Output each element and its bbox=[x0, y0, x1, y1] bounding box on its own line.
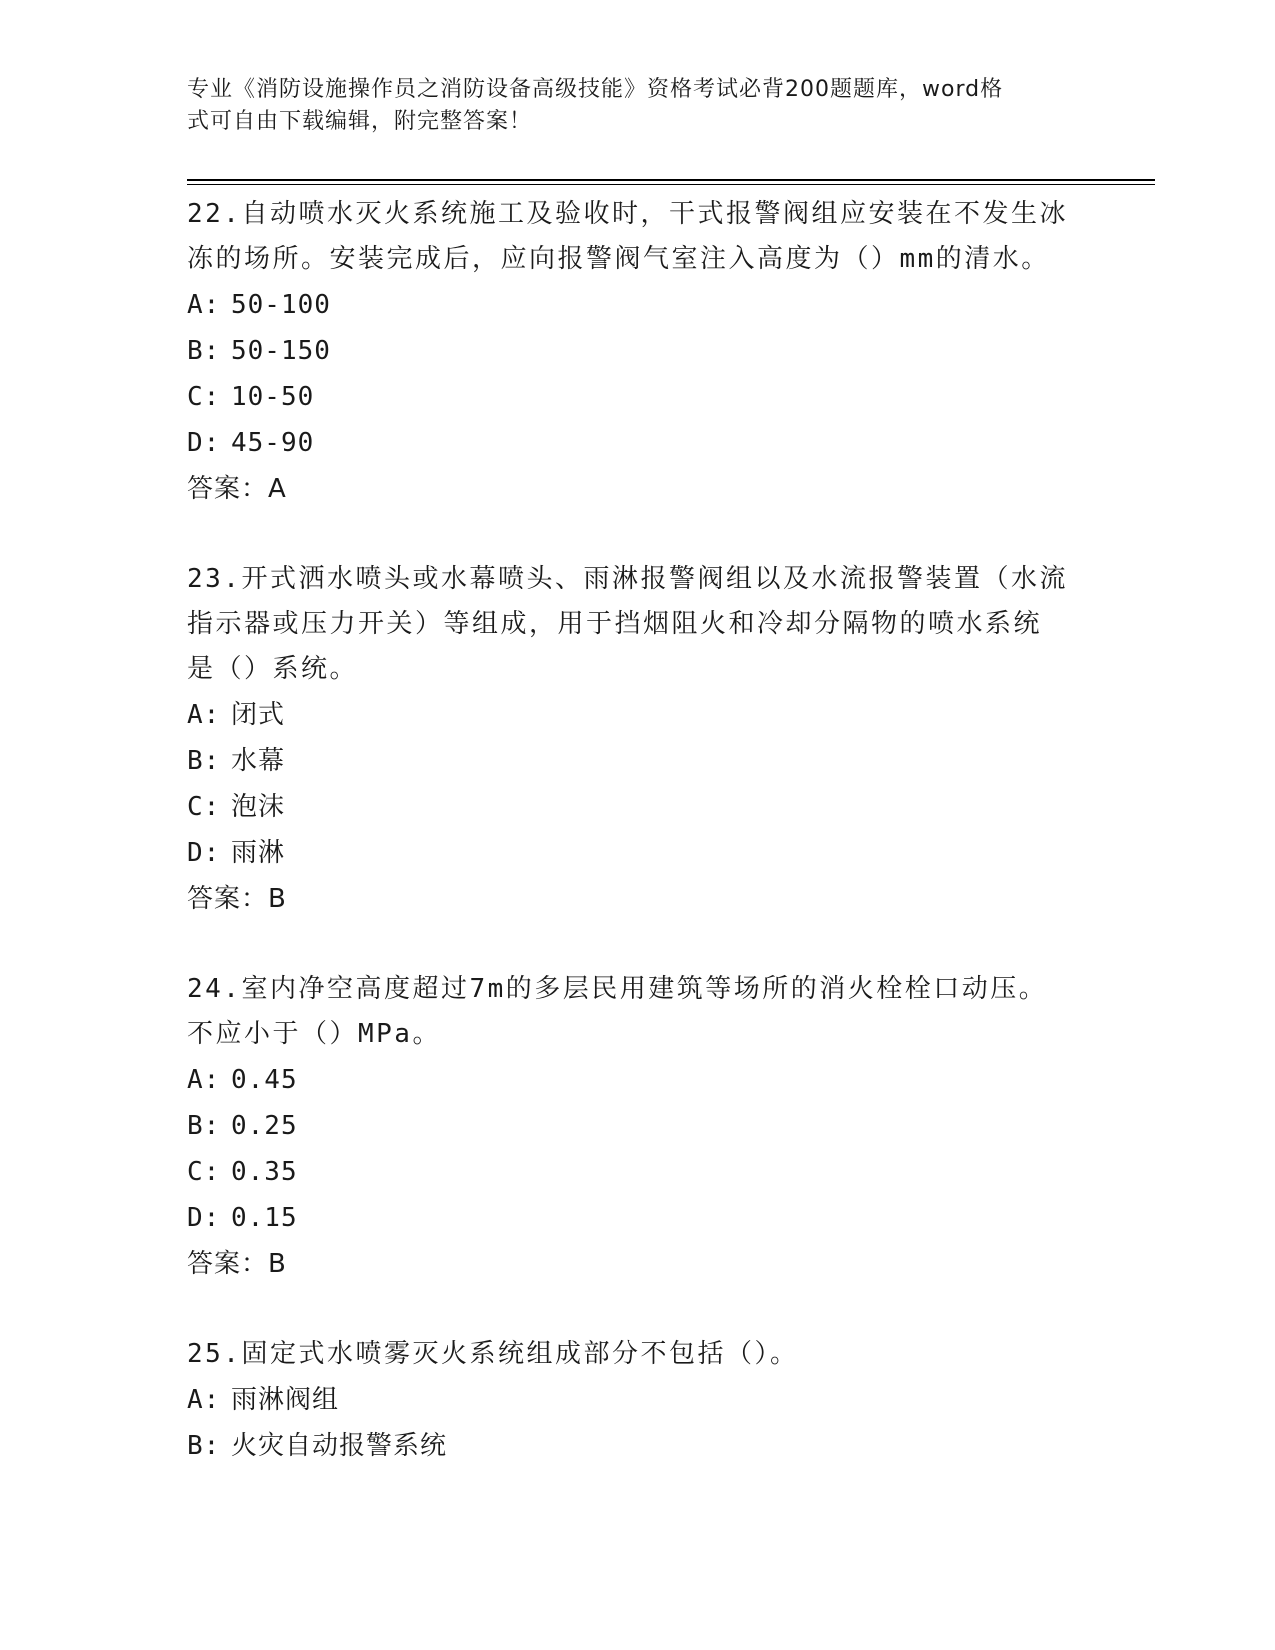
option-b bbox=[187, 1423, 1087, 1469]
question-stem-line: 22.自动喷水灭火系统施工及验收时，干式报警阀组应安装在不发生冰 bbox=[187, 199, 1068, 229]
option-b bbox=[187, 1103, 1087, 1149]
option-text: 泡沫 bbox=[231, 792, 286, 822]
option-text: 雨淋阀组 bbox=[231, 1385, 340, 1415]
option-letter: A: bbox=[187, 1065, 221, 1095]
question-25 bbox=[187, 1332, 1087, 1469]
option-letter: B: bbox=[187, 746, 221, 776]
question-stem-line: 指示器或压力开关）等组成，用于挡烟阻火和冷却分隔物的喷水系统 bbox=[187, 609, 1043, 639]
option-letter: B: bbox=[187, 1431, 221, 1461]
option-text: 50-150 bbox=[231, 336, 331, 366]
option-d bbox=[187, 830, 1087, 876]
question-stem-line: 24.室内净空高度超过7m的多层民用建筑等场所的消火栓栓口动压。 bbox=[187, 974, 1048, 1004]
option-letter: C: bbox=[187, 382, 221, 412]
header-line-1: 专业《消防设施操作员之消防设备高级技能》资格考试必背200题题库，word格 bbox=[187, 77, 1004, 102]
option-text: 0.25 bbox=[231, 1111, 298, 1141]
option-d bbox=[187, 1195, 1087, 1241]
option-letter: D: bbox=[187, 838, 221, 868]
answer-line: 答案：B bbox=[187, 1249, 287, 1279]
option-text: 50-100 bbox=[231, 290, 331, 320]
option-letter: C: bbox=[187, 792, 221, 822]
option-c bbox=[187, 1149, 1087, 1195]
option-a bbox=[187, 1057, 1087, 1103]
option-letter: B: bbox=[187, 336, 221, 366]
option-c bbox=[187, 374, 1087, 420]
option-text: 火灾自动报警系统 bbox=[231, 1431, 448, 1461]
question-22 bbox=[187, 192, 1087, 512]
option-b bbox=[187, 328, 1087, 374]
question-stem-line: 是（）系统。 bbox=[187, 654, 359, 684]
header-divider-thin bbox=[187, 184, 1155, 185]
option-letter: A: bbox=[187, 1385, 221, 1415]
question-24 bbox=[187, 967, 1087, 1287]
answer-line: 答案：A bbox=[187, 474, 287, 504]
option-letter: D: bbox=[187, 1203, 221, 1233]
option-letter: A: bbox=[187, 700, 221, 730]
option-text: 0.15 bbox=[231, 1203, 298, 1233]
header-divider-thick bbox=[187, 179, 1155, 181]
option-b bbox=[187, 738, 1087, 784]
option-text: 闭式 bbox=[231, 700, 286, 730]
question-list bbox=[187, 192, 1087, 1514]
option-text: 雨淋 bbox=[231, 838, 286, 868]
option-a bbox=[187, 282, 1087, 328]
option-text: 0.35 bbox=[231, 1157, 298, 1187]
option-letter: C: bbox=[187, 1157, 221, 1187]
option-c bbox=[187, 784, 1087, 830]
document-header bbox=[187, 74, 1067, 138]
option-letter: D: bbox=[187, 428, 221, 458]
option-text: 45-90 bbox=[231, 428, 315, 458]
option-text: 10-50 bbox=[231, 382, 315, 412]
question-stem-line: 冻的场所。安装完成后，应向报警阀气室注入高度为（）mm的清水。 bbox=[187, 244, 1050, 274]
option-letter: A: bbox=[187, 290, 221, 320]
option-a bbox=[187, 692, 1087, 738]
question-23 bbox=[187, 557, 1087, 922]
option-a bbox=[187, 1377, 1087, 1423]
header-line-2: 式可自由下载编辑，附完整答案！ bbox=[187, 109, 533, 134]
question-stem-line: 23.开式洒水喷头或水幕喷头、雨淋报警阀组以及水流报警装置（水流 bbox=[187, 564, 1068, 594]
question-stem-line: 25.固定式水喷雾灭火系统组成部分不包括（）。 bbox=[187, 1339, 799, 1369]
option-text: 水幕 bbox=[231, 746, 286, 776]
option-letter: B: bbox=[187, 1111, 221, 1141]
answer-line: 答案：B bbox=[187, 884, 287, 914]
question-stem-line: 不应小于（）MPa。 bbox=[187, 1019, 441, 1049]
option-d bbox=[187, 420, 1087, 466]
option-text: 0.45 bbox=[231, 1065, 298, 1095]
